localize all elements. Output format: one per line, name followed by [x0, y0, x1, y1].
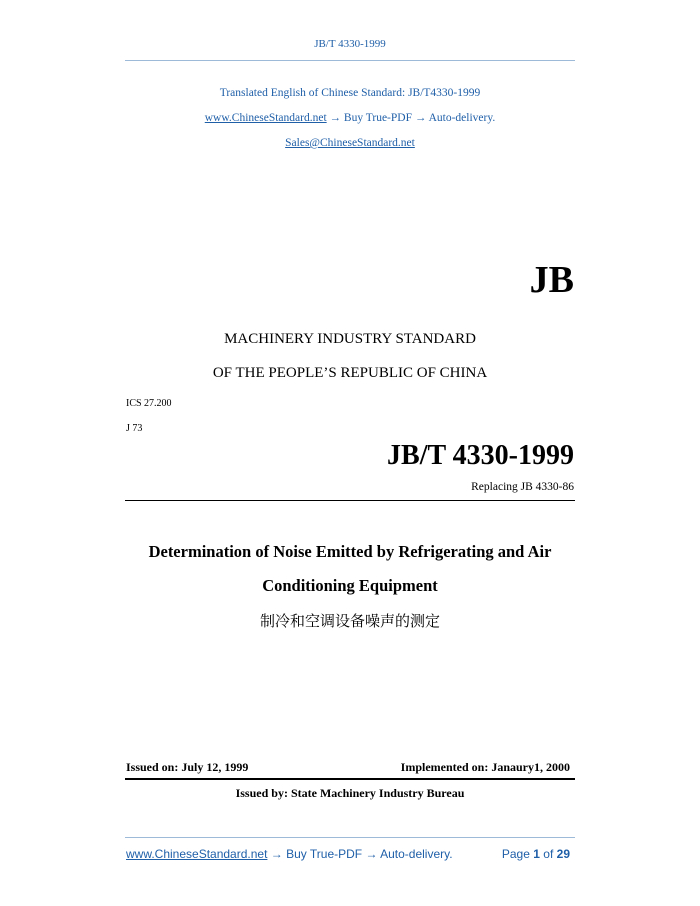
header-divider: [125, 60, 575, 61]
running-header: JB/T 4330-1999: [314, 38, 386, 50]
standard-type-line2: OF THE PEOPLE’S REPUBLIC OF CHINA: [212, 365, 488, 381]
page-total: 29: [556, 847, 570, 861]
footer-site-link[interactable]: www.ChineseStandard.net: [126, 847, 268, 861]
standard-type-line1: MACHINERY INDUSTRY STANDARD: [224, 331, 476, 347]
title-en-line1: Determination of Noise Emitted by Refrigerating and Air: [148, 542, 552, 561]
banner-links: [0, 112, 700, 124]
footer-links: [126, 847, 453, 861]
of-label: of: [543, 847, 554, 861]
ics-code: ICS 27.200: [126, 398, 172, 409]
site-link[interactable]: www.ChineseStandard.net: [204, 112, 327, 124]
title-rule: [125, 500, 575, 501]
issued-on: Issued on: July 12, 1999: [126, 760, 249, 774]
replacing-note: Replacing JB 4330-86: [471, 481, 574, 493]
issue-rule: [125, 778, 575, 780]
page-number: 1: [533, 847, 540, 861]
title-zh: 制冷和空调设备噪声的测定: [259, 612, 440, 630]
email-link[interactable]: Sales@ChineseStandard.net: [285, 137, 415, 149]
issued-by: Issued by: State Machinery Industry Bureau: [235, 786, 465, 800]
series-mark: JB: [529, 259, 574, 301]
title-en-line2: Conditioning Equipment: [262, 576, 438, 595]
footer-tagline: → Buy True-PDF → Auto-delivery.: [267, 847, 453, 861]
implemented-on: Implemented on: Janaury1, 2000: [400, 760, 570, 774]
email-line: [0, 137, 700, 149]
translation-note: Translated English of Chinese Standard: JB/T4330-1999: [219, 87, 481, 99]
page-indicator: [502, 847, 570, 861]
banner-tagline: → Buy True-PDF → Auto-delivery.: [326, 112, 496, 124]
footer-divider: [125, 837, 575, 838]
ccs-code: J 73: [126, 423, 143, 434]
page-label: Page: [501, 847, 530, 861]
standard-number: JB/T 4330-1999: [387, 440, 574, 471]
